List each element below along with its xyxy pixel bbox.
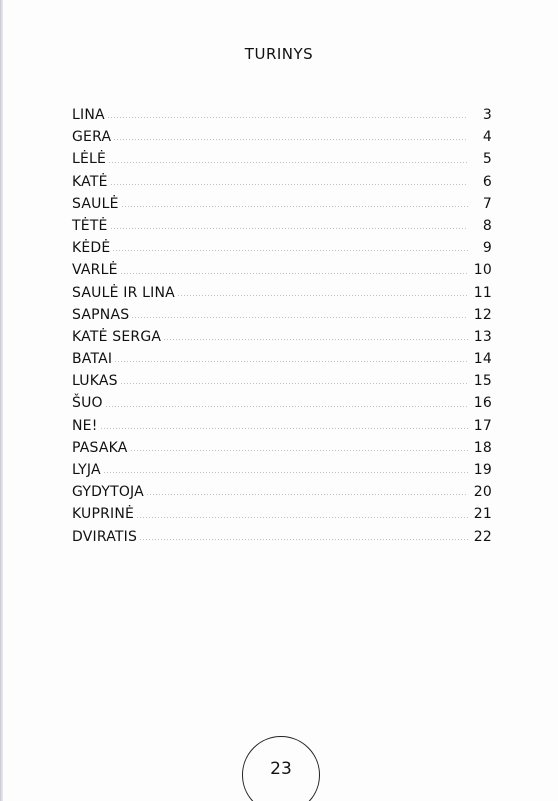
- toc-entry: [72, 348, 492, 370]
- toc-entry: [72, 526, 492, 548]
- toc-entry-page: 7: [482, 195, 492, 212]
- toc-entry: [72, 370, 492, 392]
- toc-leader-dots: [100, 428, 468, 429]
- toc-leader-dots: [121, 206, 468, 207]
- toc-leader-dots: [131, 317, 468, 318]
- toc-leader-dots: [108, 162, 468, 163]
- toc-entry-label: SAULĖ: [72, 195, 119, 212]
- page-number: 23: [270, 759, 292, 779]
- toc-entry: [72, 259, 492, 281]
- toc-entry-label: LĖLĖ: [72, 151, 107, 168]
- toc-entry-label: DVIRATIS: [72, 528, 138, 545]
- toc-entry: [72, 282, 492, 304]
- toc-leader-dots: [163, 339, 468, 340]
- toc-entry-page: 21: [473, 506, 492, 523]
- page-left-edge: [0, 0, 3, 801]
- toc-entry-page: 10: [473, 262, 492, 279]
- table-of-contents: [72, 104, 492, 548]
- toc-entry-label: KATĖ SERGA: [72, 328, 162, 345]
- toc-entry-page: 13: [473, 328, 492, 345]
- toc-entry: [72, 392, 492, 414]
- toc-entry-page: 14: [473, 351, 492, 368]
- toc-entry-page: 15: [473, 373, 492, 390]
- toc-entry-page: 9: [482, 240, 492, 257]
- toc-entry: [72, 437, 492, 459]
- toc-leader-dots: [105, 406, 468, 407]
- toc-entry-page: 5: [482, 151, 492, 168]
- toc-entry-page: 19: [473, 462, 492, 478]
- toc-entry-label: NE!: [72, 417, 98, 434]
- toc-entry-label: VARLĖ: [72, 262, 118, 279]
- toc-entry-page: 20: [473, 484, 492, 501]
- page-title: TURINYS: [244, 45, 314, 63]
- toc-entry-label: KUPRINĖ: [72, 506, 135, 523]
- toc-entry: [72, 126, 492, 148]
- toc-leader-dots: [120, 383, 468, 384]
- toc-entry-page: 6: [482, 173, 492, 190]
- toc-entry-page: 3: [482, 107, 492, 123]
- toc-entry: [72, 104, 492, 126]
- toc-leader-dots: [114, 361, 468, 362]
- toc-entry-page: 12: [473, 306, 492, 323]
- toc-entry-label: KĖDĖ: [72, 240, 111, 257]
- toc-entry-page: 11: [473, 284, 492, 301]
- toc-leader-dots: [107, 117, 468, 118]
- toc-leader-dots: [110, 228, 468, 229]
- toc-entry-page: 22: [473, 528, 492, 545]
- toc-entry-label: TĖTĖ: [72, 217, 108, 234]
- toc-entry: [72, 237, 492, 259]
- toc-entry-label: GYDYTOJA: [72, 484, 144, 501]
- toc-entry-label: LUKAS: [72, 373, 118, 390]
- toc-leader-dots: [130, 450, 468, 451]
- toc-entry: [72, 459, 492, 481]
- toc-entry: [72, 503, 492, 525]
- toc-leader-dots: [113, 139, 468, 140]
- toc-leader-dots: [139, 539, 468, 540]
- toc-entry-page: 16: [473, 395, 492, 412]
- toc-leader-dots: [120, 273, 468, 274]
- toc-entry-page: 18: [473, 439, 492, 456]
- toc-leader-dots: [110, 184, 468, 185]
- toc-leader-dots: [146, 494, 468, 495]
- toc-entry: [72, 193, 492, 215]
- toc-entry-page: 8: [482, 217, 492, 234]
- toc-entry: [72, 304, 492, 326]
- toc-entry-page: 17: [473, 417, 492, 434]
- toc-entry: [72, 415, 492, 437]
- toc-entry-label: PASAKA: [72, 439, 128, 456]
- toc-entry-label: SAULĖ IR LINA: [72, 284, 175, 301]
- toc-entry-page: 4: [482, 129, 492, 146]
- toc-leader-dots: [112, 250, 468, 251]
- toc-entry: [72, 148, 492, 170]
- toc-entry-label: BATAI: [72, 351, 113, 368]
- toc-entry: [72, 326, 492, 348]
- toc-entry-label: LINA: [72, 107, 105, 123]
- toc-entry: [72, 215, 492, 237]
- toc-leader-dots: [177, 295, 468, 296]
- toc-entry-label: LYJA: [72, 462, 101, 478]
- toc-entry-label: KATĖ: [72, 173, 108, 190]
- toc-entry: [72, 171, 492, 193]
- toc-entry-label: ŠUO: [72, 395, 103, 412]
- toc-leader-dots: [136, 517, 468, 518]
- toc-entry: [72, 481, 492, 503]
- toc-entry-label: SAPNAS: [72, 306, 130, 323]
- toc-leader-dots: [103, 472, 468, 473]
- toc-entry-label: GERA: [72, 129, 112, 146]
